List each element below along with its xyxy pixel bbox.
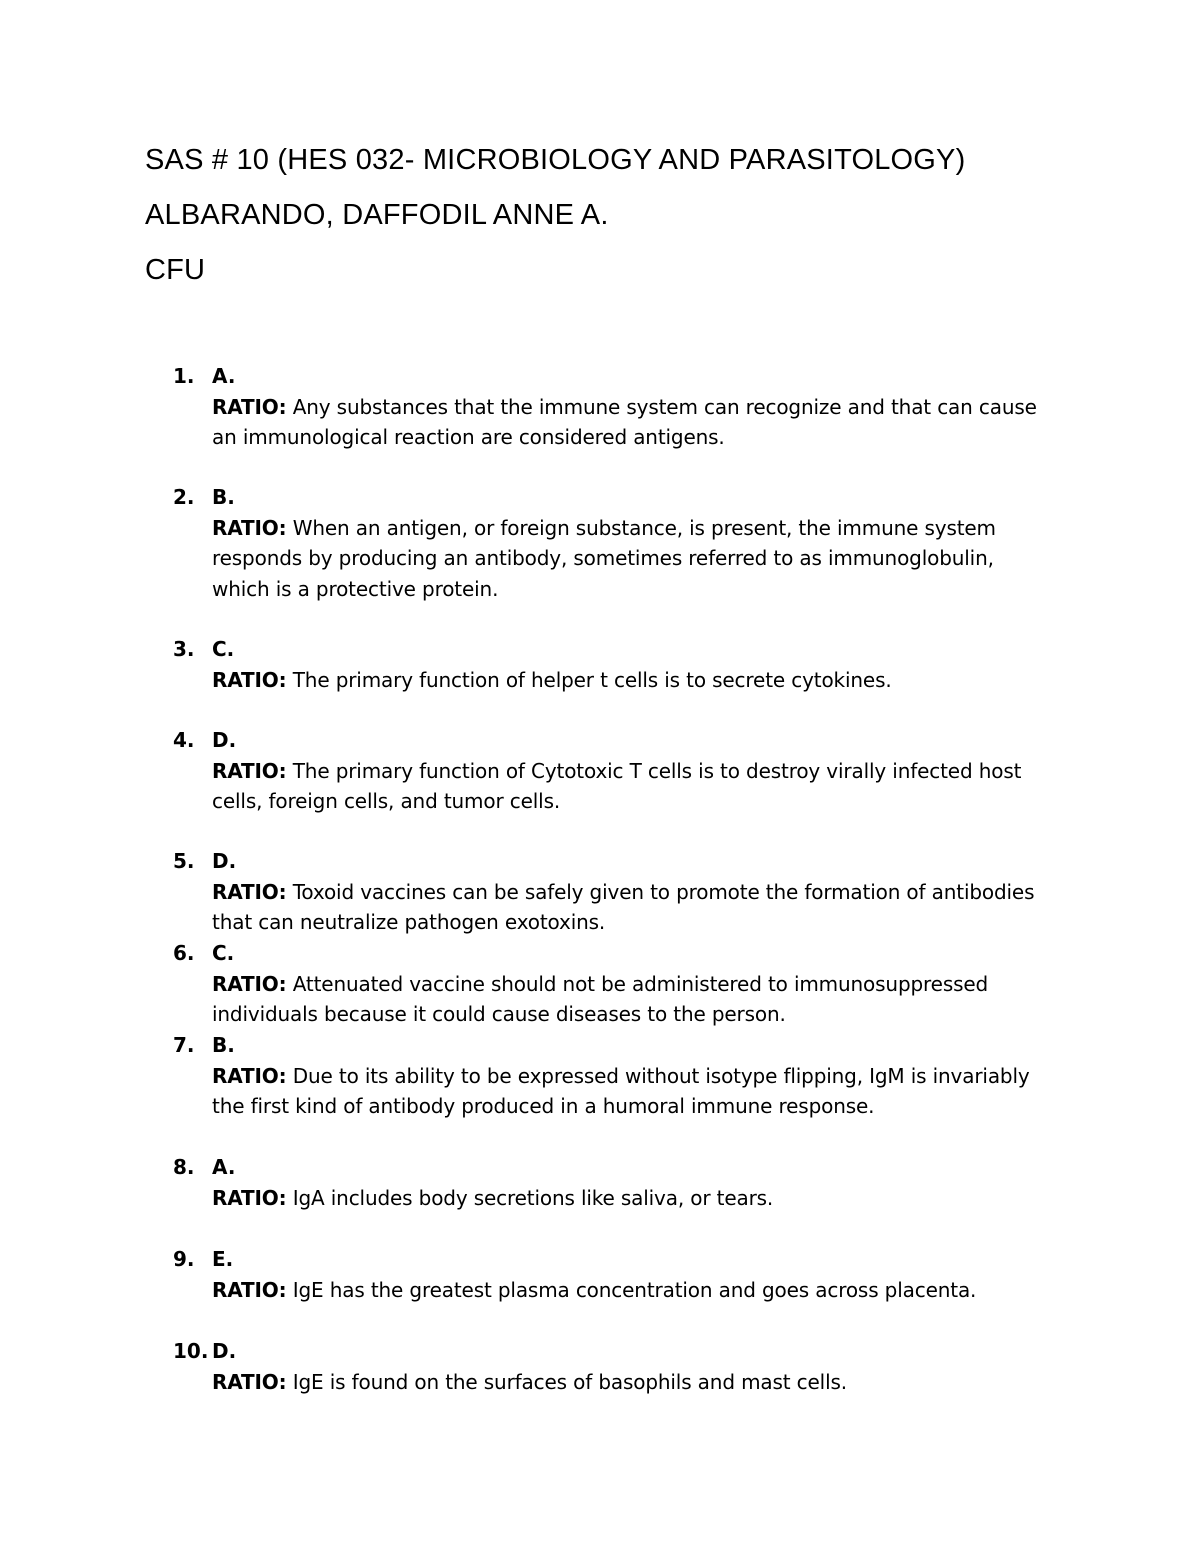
question-rationale bbox=[212, 665, 1042, 696]
rationale-label: RATIO: bbox=[212, 1063, 287, 1088]
question-answer: B. bbox=[212, 1033, 235, 1057]
rationale-text: IgA includes body secretions like saliva, or tears. bbox=[292, 1185, 774, 1210]
question-number: 9. bbox=[173, 1247, 195, 1271]
question-rationale bbox=[212, 1183, 1042, 1214]
rationale-text: When an antigen, or foreign substance, is present, the immune system responds by producing an antibody, sometimes referred to as immunoglobulin, which is a protective protein. bbox=[212, 515, 996, 601]
question-number: 8. bbox=[173, 1155, 195, 1179]
rationale-label: RATIO: bbox=[212, 667, 287, 692]
rationale-text: The primary function of helper t cells is to secrete cytokines. bbox=[292, 667, 892, 692]
question-rationale bbox=[212, 1061, 1042, 1122]
question-number: 7. bbox=[173, 1033, 195, 1057]
rationale-text: Attenuated vaccine should not be administered to immunosuppressed individuals because it could cause diseases to the person. bbox=[212, 971, 989, 1026]
question-number: 4. bbox=[173, 728, 195, 752]
rationale-label: RATIO: bbox=[212, 971, 287, 996]
rationale-label: RATIO: bbox=[212, 1185, 287, 1210]
question-answer: D. bbox=[212, 1339, 237, 1363]
question-rationale bbox=[212, 1275, 1042, 1306]
rationale-label: RATIO: bbox=[212, 1369, 287, 1394]
rationale-label: RATIO: bbox=[212, 394, 287, 419]
rationale-text: IgE has the greatest plasma concentration and goes across placenta. bbox=[292, 1277, 977, 1302]
section-label: CFU bbox=[145, 254, 206, 286]
rationale-text: Toxoid vaccines can be safely given to promote the formation of antibodies that can neutralize pathogen exotoxins. bbox=[212, 879, 1035, 934]
question-rationale bbox=[212, 1367, 1042, 1398]
question-rationale bbox=[212, 392, 1042, 453]
question-number: 5. bbox=[173, 849, 195, 873]
question-answer: D. bbox=[212, 849, 237, 873]
rationale-text: Due to its ability to be expressed without isotype flipping, IgM is invariably the first kind of antibody produced in a humoral immune response. bbox=[212, 1063, 1030, 1118]
question-answer: D. bbox=[212, 728, 237, 752]
rationale-text: The primary function of Cytotoxic T cells is to destroy virally infected host cells, foreign cells, and tumor cells. bbox=[212, 758, 1022, 813]
question-rationale bbox=[212, 513, 1042, 605]
question-rationale bbox=[212, 756, 1042, 817]
question-number: 3. bbox=[173, 637, 195, 661]
question-answer: E. bbox=[212, 1247, 234, 1271]
question-rationale bbox=[212, 969, 1042, 1030]
question-answer: B. bbox=[212, 485, 235, 509]
question-answer: A. bbox=[212, 1155, 236, 1179]
question-answer: C. bbox=[212, 941, 235, 965]
student-name: ALBARANDO, DAFFODIL ANNE A. bbox=[145, 199, 609, 231]
rationale-label: RATIO: bbox=[212, 879, 287, 904]
question-number: 1. bbox=[173, 364, 195, 388]
rationale-label: RATIO: bbox=[212, 515, 287, 540]
question-number: 6. bbox=[173, 941, 195, 965]
question-answer: C. bbox=[212, 637, 235, 661]
question-number: 2. bbox=[173, 485, 195, 509]
rationale-label: RATIO: bbox=[212, 758, 287, 783]
rationale-text: Any substances that the immune system can recognize and that can cause an immunological reaction are considered antigens. bbox=[212, 394, 1037, 449]
document-title: SAS # 10 (HES 032- MICROBIOLOGY AND PARASITOLOGY) bbox=[145, 144, 966, 176]
question-number: 10. bbox=[173, 1339, 209, 1363]
rationale-label: RATIO: bbox=[212, 1277, 287, 1302]
rationale-text: IgE is found on the surfaces of basophils and mast cells. bbox=[292, 1369, 847, 1394]
question-rationale bbox=[212, 877, 1042, 938]
question-answer: A. bbox=[212, 364, 236, 388]
